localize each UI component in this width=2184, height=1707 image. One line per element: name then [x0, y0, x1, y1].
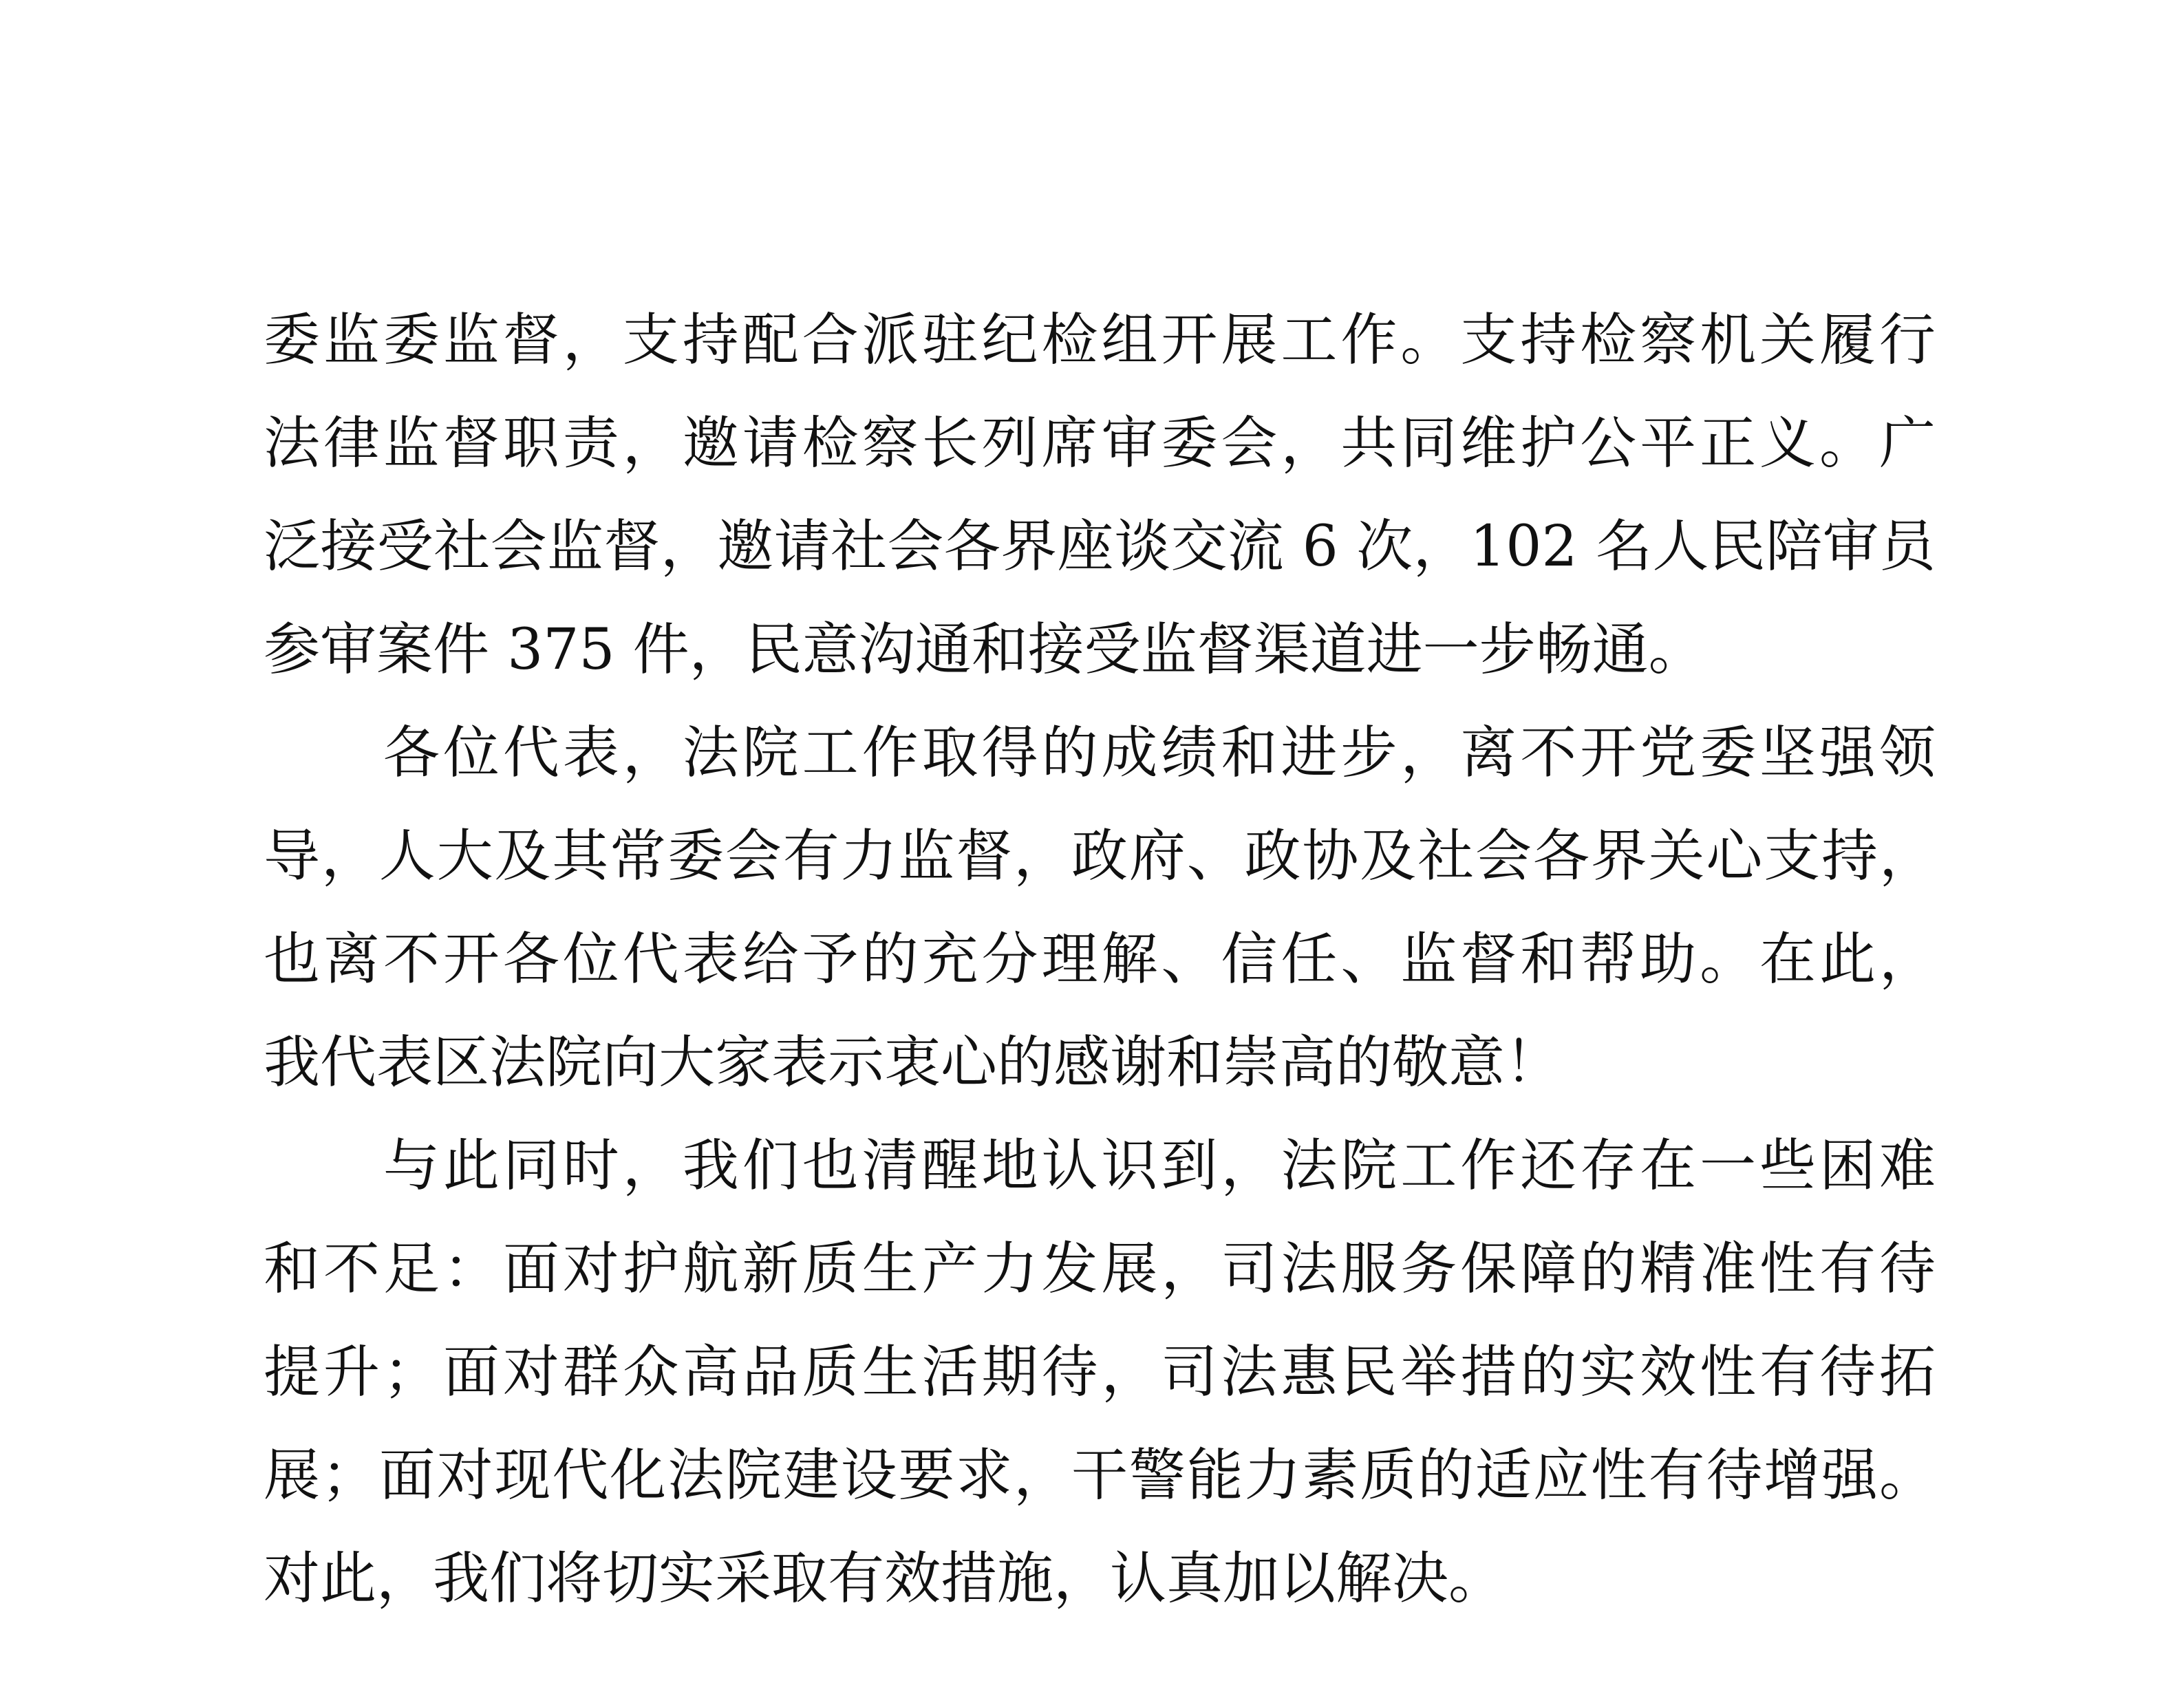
text-line: 提升；面对群众高品质生活期待，司法惠民举措的实效性有待拓	[264, 1340, 1936, 1405]
text-line: 与此同时，我们也清醒地认识到，法院工作还存在一些困难	[264, 1133, 1936, 1199]
text-line: 展；面对现代化法院建设要求，干警能力素质的适应性有待增强。	[264, 1443, 1936, 1508]
text-line: 和不足：面对护航新质生产力发展，司法服务保障的精准性有待	[264, 1236, 1936, 1302]
text-line: 各位代表，法院工作取得的成绩和进步，离不开党委坚强领	[264, 720, 1936, 786]
text-line: 对此，我们将切实采取有效措施，认真加以解决。	[264, 1546, 1506, 1611]
document-body	[264, 289, 1936, 1631]
text-line: 也离不开各位代表给予的充分理解、信任、监督和帮助。在此，	[264, 927, 1936, 992]
text-line: 法律监督职责，邀请检察长列席审委会，共同维护公平正义。广	[264, 411, 1936, 476]
text-line: 导，人大及其常委会有力监督，政府、政协及社会各界关心支持，	[264, 824, 1936, 889]
text-line: 泛接受社会监督，邀请社会各界座谈交流 6 次，102 名人民陪审员	[264, 514, 1936, 579]
text-line: 我代表区法院向大家表示衷心的感谢和崇高的敬意！	[264, 1030, 1562, 1095]
text-line: 参审案件 375 件，民意沟通和接受监督渠道进一步畅通。	[264, 617, 1705, 683]
text-line: 委监委监督，支持配合派驻纪检组开展工作。支持检察机关履行	[264, 308, 1936, 373]
